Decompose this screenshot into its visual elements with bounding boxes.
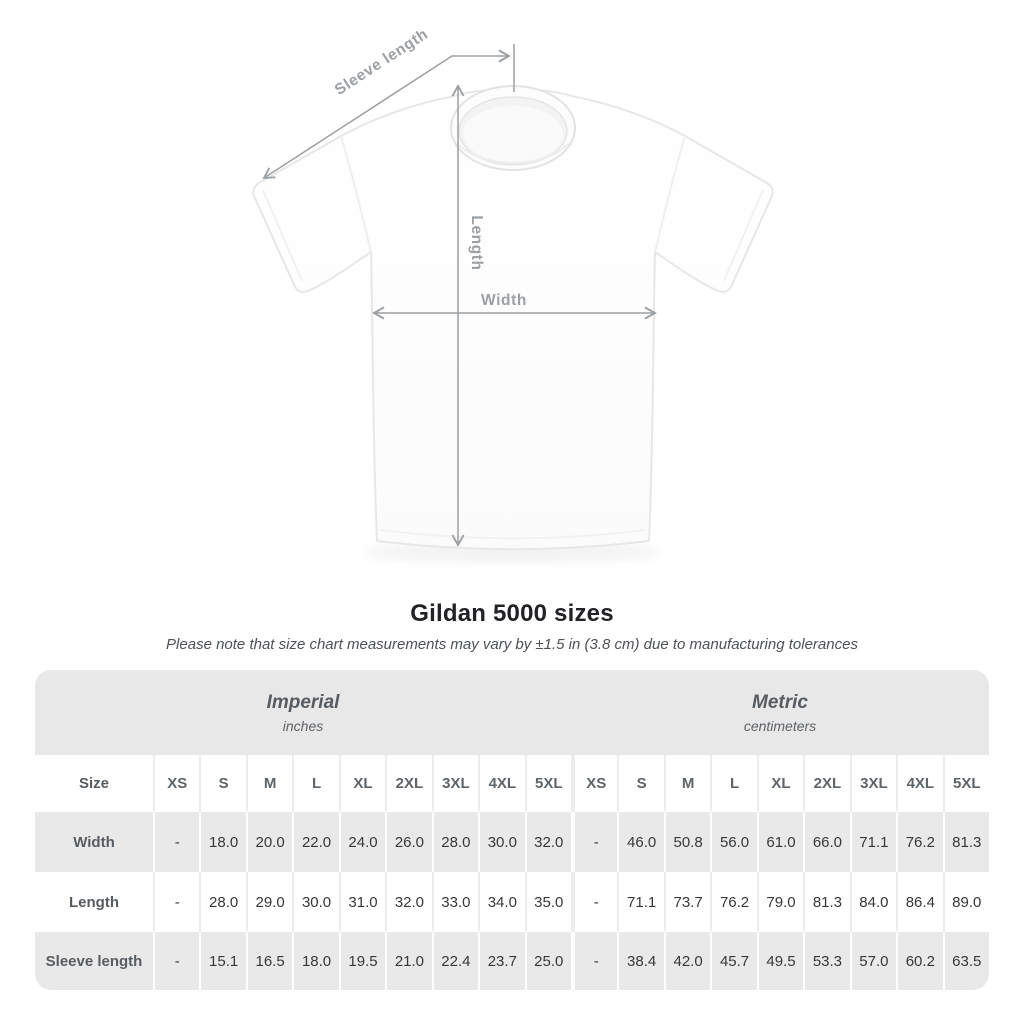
table-cell: - (153, 932, 199, 990)
size-header: 2XL (385, 755, 431, 812)
table-cell: 81.3 (943, 812, 989, 872)
size-header: S (199, 755, 245, 812)
size-header: 4XL (896, 755, 942, 812)
table-cell: 46.0 (617, 812, 663, 872)
table-row-width (35, 812, 989, 872)
width-label: Width (481, 292, 527, 309)
row-label-length: Length (69, 893, 119, 911)
table-cell: 63.5 (943, 932, 989, 990)
table-cell: - (153, 812, 199, 872)
table-cell: 32.0 (525, 812, 571, 872)
row-label-width: Width (73, 833, 115, 851)
table-cell: 86.4 (896, 872, 942, 932)
table-cell: 71.1 (617, 872, 663, 932)
table-cell: 33.0 (432, 872, 478, 932)
length-label: Length (468, 215, 485, 271)
table-cell: 18.0 (292, 932, 338, 990)
table-cell: - (153, 872, 199, 932)
table-cell: 45.7 (710, 932, 756, 990)
table-cell: 50.8 (664, 812, 710, 872)
table-row-length (35, 872, 989, 932)
size-header: XL (339, 755, 385, 812)
row-label-sleeve-length: Sleeve length (45, 952, 143, 970)
table-cell: 28.0 (432, 812, 478, 872)
unit-header-row (35, 670, 989, 755)
metric-subtitle: centimeters (743, 717, 817, 734)
table-cell: 31.0 (339, 872, 385, 932)
table-cell: 73.7 (664, 872, 710, 932)
table-cell: 79.0 (757, 872, 803, 932)
table-cell: 22.0 (292, 812, 338, 872)
table-cell: 20.0 (246, 812, 292, 872)
size-header: L (710, 755, 756, 812)
size-column-label: Size (78, 775, 109, 792)
table-cell: 22.4 (432, 932, 478, 990)
table-cell: 61.0 (757, 812, 803, 872)
table-cell: 25.0 (525, 932, 571, 990)
table-cell: 60.2 (896, 932, 942, 990)
table-row-sleeve-length (35, 932, 989, 990)
table-cell: 23.7 (478, 932, 524, 990)
table-cell: 76.2 (896, 812, 942, 872)
table-cell: 30.0 (292, 872, 338, 932)
table-cell: 15.1 (199, 932, 245, 990)
table-cell: 24.0 (339, 812, 385, 872)
size-header: 5XL (525, 755, 571, 812)
size-header-row (35, 755, 989, 812)
size-header: 5XL (943, 755, 989, 812)
table-cell: 18.0 (199, 812, 245, 872)
table-cell: 21.0 (385, 932, 431, 990)
table-cell: - (571, 812, 617, 872)
table-cell: 16.5 (246, 932, 292, 990)
table-cell: 32.0 (385, 872, 431, 932)
table-cell: 57.0 (850, 932, 896, 990)
table-cell: 84.0 (850, 872, 896, 932)
table-cell: 53.3 (803, 932, 849, 990)
size-header: XS (571, 755, 617, 812)
tshirt-graphic (253, 86, 773, 549)
table-cell: 76.2 (710, 872, 756, 932)
table-cell: - (571, 932, 617, 990)
size-header: XS (153, 755, 199, 812)
page-title: Gildan 5000 sizes (410, 600, 614, 627)
metric-title: Metric (752, 691, 808, 713)
size-header: L (292, 755, 338, 812)
page-subtitle: Please note that size chart measurements may vary by ±1.5 in (3.8 cm) due to manufacturing tolerances (166, 636, 858, 653)
size-header: 2XL (803, 755, 849, 812)
table-cell: - (571, 872, 617, 932)
table-cell: 26.0 (385, 812, 431, 872)
table-cell: 81.3 (803, 872, 849, 932)
sleeve-length-label: Sleeve length (331, 25, 432, 99)
table-cell: 28.0 (199, 872, 245, 932)
table-cell: 34.0 (478, 872, 524, 932)
imperial-header (35, 670, 571, 755)
table-cell: 42.0 (664, 932, 710, 990)
table-cell: 38.4 (617, 932, 663, 990)
table-cell: 29.0 (246, 872, 292, 932)
size-header: 4XL (478, 755, 524, 812)
table-cell: 30.0 (478, 812, 524, 872)
size-header: 3XL (432, 755, 478, 812)
table-cell: 71.1 (850, 812, 896, 872)
table-cell: 35.0 (525, 872, 571, 932)
size-table (35, 670, 989, 990)
table-cell: 49.5 (757, 932, 803, 990)
size-header: XL (757, 755, 803, 812)
size-header: S (617, 755, 663, 812)
metric-header (571, 670, 989, 755)
size-header: M (246, 755, 292, 812)
size-header: M (664, 755, 710, 812)
table-cell: 56.0 (710, 812, 756, 872)
imperial-title: Imperial (266, 691, 340, 713)
table-cell: 89.0 (943, 872, 989, 932)
table-cell: 19.5 (339, 932, 385, 990)
size-header: 3XL (850, 755, 896, 812)
table-cell: 66.0 (803, 812, 849, 872)
imperial-subtitle: inches (282, 717, 324, 734)
